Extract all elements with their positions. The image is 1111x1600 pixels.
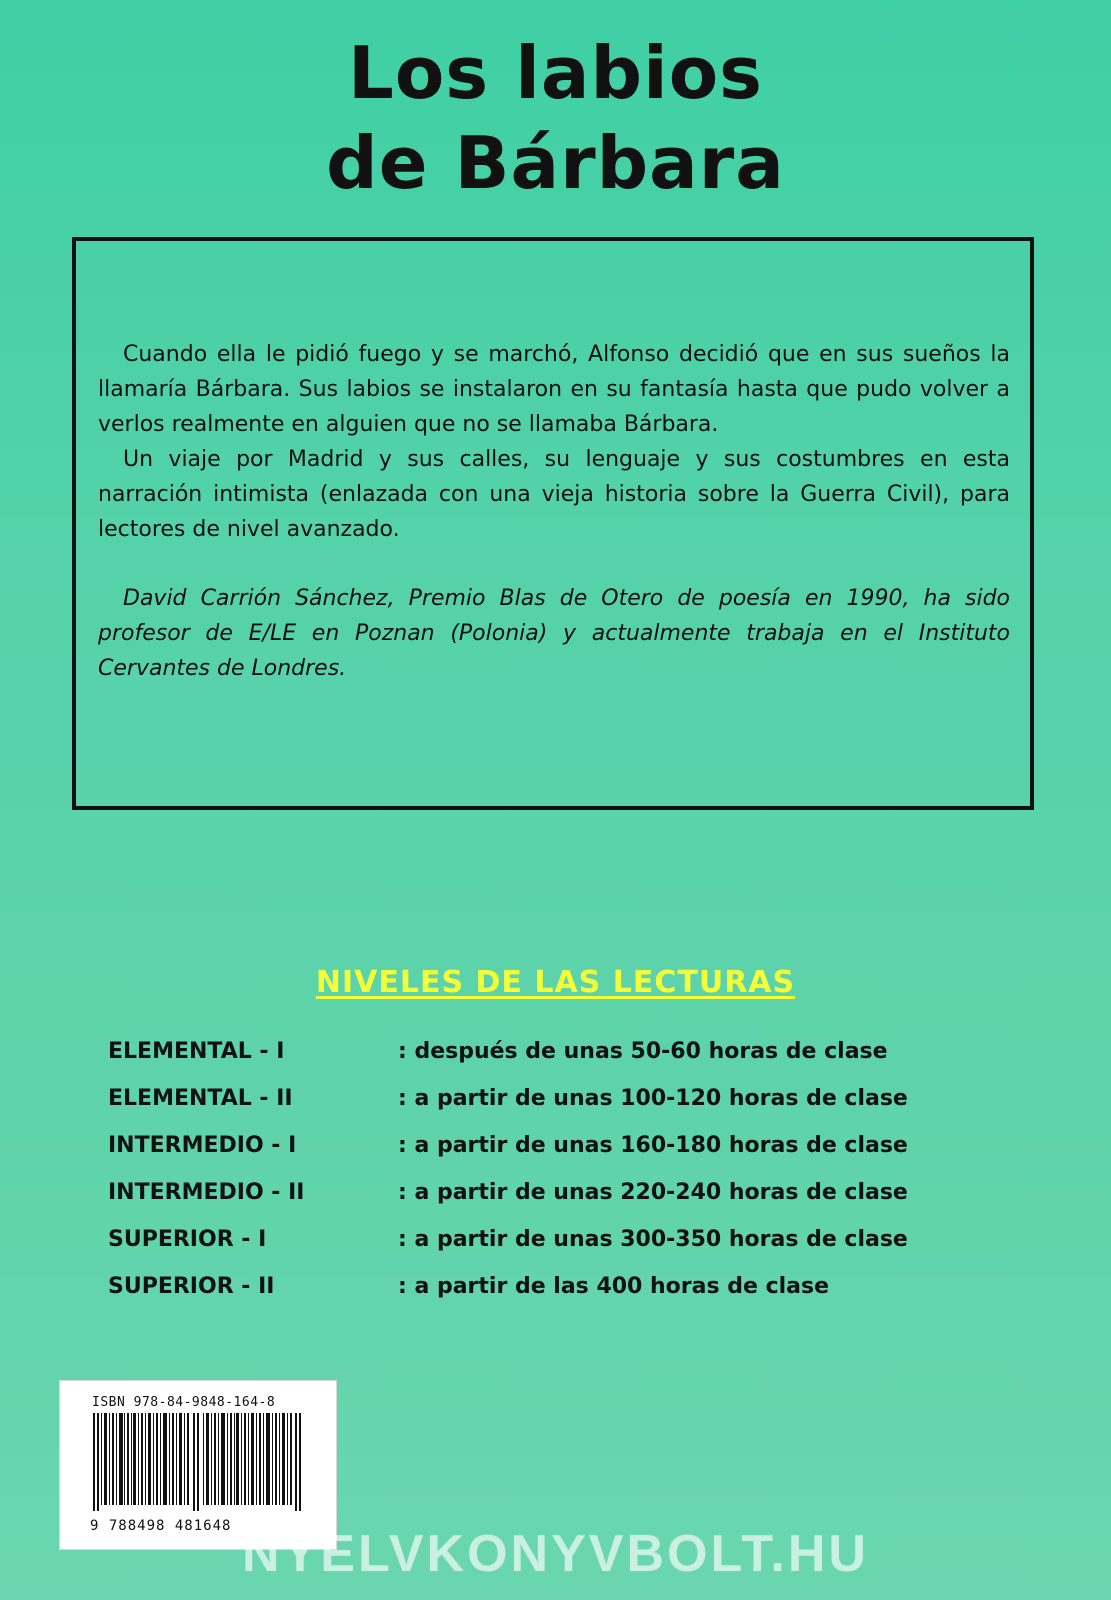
reading-level-row [108,1075,988,1122]
reading-levels-list [108,1028,988,1310]
book-title-line-2: de Bárbara [326,121,785,205]
reading-level-row [108,1028,988,1075]
reading-level-row [108,1216,988,1263]
synopsis-paragraph-1: Cuando ella le pidió fuego y se marchó, Alfonso decidió que en sus sueños la llamaría Bárbara. Sus labios se instalaron en su fantasía hasta que pudo volver a verlos realmente en alguien que no se llamaba Bárbara. [98,342,1010,437]
watermark-text: NYELVKONYVBOLT.HU [242,1525,869,1583]
barcode-digits: 9 788498 481648 [90,1518,232,1534]
reading-level-name: INTERMEDIO - II [108,1180,305,1205]
reading-level-name: INTERMEDIO - I [108,1133,297,1158]
author-note: David Carrión Sánchez, Premio Blas de Otero de poesía en 1990, ha sido profesor de E/LE en Poznan (Polonia) y actualmente trabaja en el Instituto Cervantes de Londres. [98,586,1010,681]
reading-level-description: : a partir de las 400 horas de clase [398,1274,830,1299]
reading-level-row [108,1263,988,1310]
synopsis-text [98,337,1010,686]
synopsis-paragraph-2: Un viaje por Madrid y sus calles, su lenguaje y sus costumbres en esta narración intimista (enlazada con una vieja historia sobre la Guerra Civil), para lectores de nivel avanzado. [98,447,1010,542]
reading-levels-heading: NIVELES DE LAS LECTURAS [315,965,796,1000]
reading-level-name: ELEMENTAL - I [108,1039,285,1064]
reading-level-description: : después de unas 50-60 horas de clase [398,1039,888,1064]
reading-level-row [108,1169,988,1216]
book-title [0,28,1111,208]
book-title-line-1: Los labios [347,31,764,115]
synopsis-box [72,237,1034,810]
reading-level-name: SUPERIOR - II [108,1274,275,1299]
reading-level-description: : a partir de unas 160-180 horas de clase [398,1133,908,1158]
reading-level-description: : a partir de unas 220-240 horas de clase [398,1180,908,1205]
isbn-text: ISBN 978-84-9848-164-8 [92,1395,276,1410]
reading-level-description: : a partir de unas 300-350 horas de clase [398,1227,908,1252]
reading-level-description: : a partir de unas 100-120 horas de clase [398,1086,908,1111]
reading-level-name: SUPERIOR - I [108,1227,267,1252]
barcode-bars [93,1413,309,1511]
reading-level-name: ELEMENTAL - II [108,1086,293,1111]
reading-level-row [108,1122,988,1169]
